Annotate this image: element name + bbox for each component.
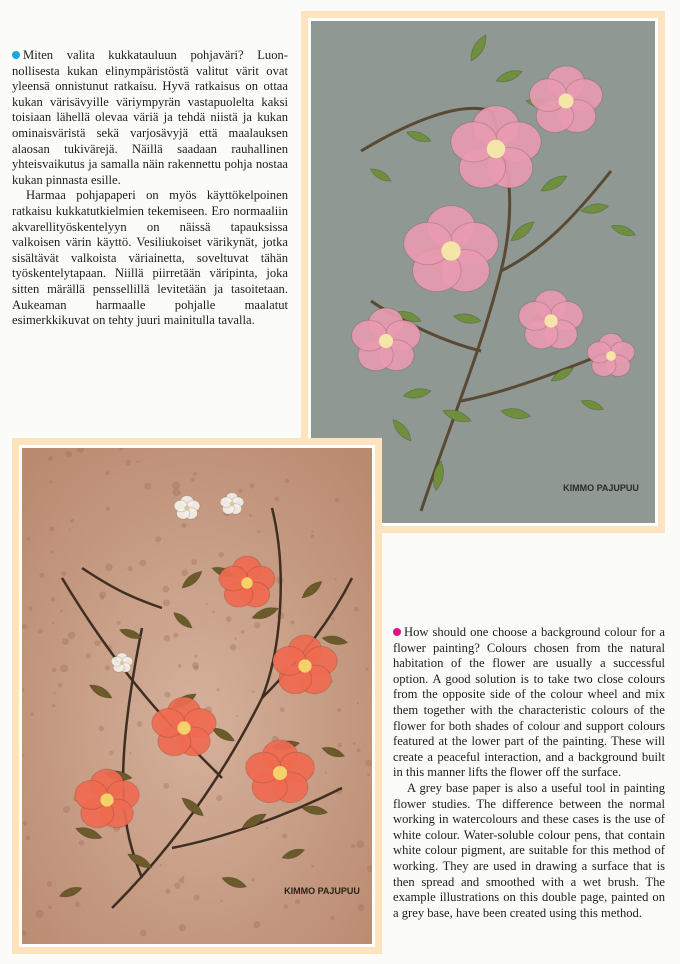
speck xyxy=(26,537,30,541)
speck xyxy=(280,707,285,712)
speck xyxy=(220,900,222,902)
speck xyxy=(66,451,72,457)
speck xyxy=(129,752,131,754)
speck xyxy=(28,606,32,610)
speck xyxy=(257,530,260,533)
speck xyxy=(49,480,52,483)
speck xyxy=(105,563,113,571)
speck xyxy=(285,479,289,483)
speck xyxy=(182,523,187,528)
speck xyxy=(179,878,185,884)
flower-center xyxy=(544,314,557,327)
speck xyxy=(193,472,197,476)
speck xyxy=(164,635,171,642)
speck xyxy=(193,665,198,670)
speck xyxy=(194,895,200,901)
flower-center xyxy=(241,577,252,588)
flower-center xyxy=(298,659,311,672)
brown-painting-mat xyxy=(19,445,375,947)
flower-center xyxy=(177,721,190,734)
speck xyxy=(137,721,142,726)
speck xyxy=(335,498,339,502)
flower-center xyxy=(184,505,189,510)
speck xyxy=(75,902,81,908)
english-paragraph-1-text: How should one choose a background colour for a flower painting? Colours chosen from the natural habitation of the flower are usually a successful option. A good solution is to take two close colours from the opposite side of the colour wheel and mix them together with the characteristic colours of the flower for both shades of colour and support colours featured at the lower part of the painting. These will create a peaceful interaction, and a background built in this manner lifts the flower off the surface. xyxy=(393,625,665,780)
speck xyxy=(159,864,162,867)
speck xyxy=(68,632,76,640)
speck xyxy=(253,921,260,928)
speck xyxy=(165,889,170,894)
finnish-text-column xyxy=(12,48,288,329)
grey-painting-signature: KIMMO PAJUPUU xyxy=(563,483,639,493)
speck xyxy=(86,653,91,658)
speck xyxy=(194,654,197,657)
speck xyxy=(105,665,110,670)
speck xyxy=(126,460,132,466)
finnish-paragraph-1-text: Miten valita kukkatauluun pohjaväri? Luonnollisesta kukan elinympäristöstä valitut värit ovat yleensä onnistunut ratkaisu. Hyvä ratkaisus on ottaa kukan värisävyille väriympyrän vastapuolelta kaksi toisiaan lähellä olevaa väriä ja tehdä niistä ja kukan ominaisväristä sekä varjosävyjä että maalauksen alaosan tukivärejä. Näillä saadaan rauhallinen yhteisvaikutus ja samalla näin rakennettu pohja nostaa kukan pinnasta esille. xyxy=(12,48,288,187)
speck xyxy=(357,748,361,752)
speck xyxy=(241,630,245,634)
speck xyxy=(356,840,364,848)
speck xyxy=(70,519,74,523)
speck xyxy=(51,597,56,602)
speck xyxy=(62,638,69,645)
speck xyxy=(325,772,327,774)
speck xyxy=(338,743,342,747)
speck xyxy=(206,603,208,605)
flower-center xyxy=(273,766,287,780)
brown-rose-painting-frame xyxy=(12,438,382,954)
speck xyxy=(365,667,368,670)
speck xyxy=(312,531,314,533)
speck xyxy=(128,566,133,571)
speck xyxy=(47,881,53,887)
speck xyxy=(99,640,101,642)
speck xyxy=(330,916,334,920)
english-paragraph-1 xyxy=(393,625,665,781)
brown-background xyxy=(22,448,372,944)
speck xyxy=(337,708,342,713)
speck xyxy=(49,526,54,531)
speck xyxy=(164,692,170,698)
speck xyxy=(274,497,279,502)
speck xyxy=(58,683,62,687)
speck xyxy=(63,806,70,813)
finnish-paragraph-2: Harmaa pohjapaperi on myös käyttökelpoinen ratkaisu kukkatutkielmien tekemiseen. Ero normaaliin akvarellityöskentelyyn on näissä tapauksissa valkoisen värin käyttö. Vesiliukoiset värikynät, jotka sisältävät valkoista väriainetta, soveltuvat tähän työskentelytapaan. Niillä piirretään väripinta, joka sitten märällä penssellillä levitetään ja tasoitetaan. Aukeaman harmaalle pohjalle maalatut esimerkkikuvat on tehty juuri mainitulla tavalla. xyxy=(12,188,288,328)
speck xyxy=(226,616,232,622)
speck xyxy=(105,471,109,475)
speck xyxy=(60,664,68,672)
speck xyxy=(234,637,237,640)
speck xyxy=(335,578,337,580)
speck xyxy=(311,534,315,538)
speck xyxy=(217,688,220,691)
speck xyxy=(36,910,44,918)
speck xyxy=(365,760,372,767)
speck xyxy=(354,607,359,612)
speck xyxy=(266,827,269,830)
speck xyxy=(290,620,294,624)
speck xyxy=(179,924,186,931)
speck xyxy=(238,489,242,493)
speck xyxy=(252,690,255,693)
speck xyxy=(284,904,289,909)
speck xyxy=(38,629,43,634)
speck xyxy=(174,883,180,889)
flower-center xyxy=(100,793,113,806)
blue-bullet-icon xyxy=(12,51,20,59)
speck xyxy=(216,795,222,801)
speck xyxy=(178,664,182,668)
flower-center xyxy=(559,94,574,109)
speck xyxy=(357,702,359,704)
brown-painting-signature: KIMMO PAJUPUU xyxy=(284,886,360,896)
speck xyxy=(100,595,104,599)
speck xyxy=(249,514,252,517)
speck xyxy=(106,507,110,511)
flower-center xyxy=(487,140,505,158)
brown-painting-canvas xyxy=(22,448,372,944)
speck xyxy=(172,488,180,496)
flower-center xyxy=(606,351,616,361)
speck xyxy=(282,834,287,839)
speck xyxy=(109,751,114,756)
flower-center xyxy=(230,502,235,507)
speck xyxy=(172,482,180,490)
speck xyxy=(219,552,225,558)
flower-center xyxy=(379,334,393,348)
speck xyxy=(140,560,146,566)
pink-bullet-icon xyxy=(393,628,401,636)
speck xyxy=(79,840,84,845)
speck xyxy=(163,783,169,789)
english-text-column xyxy=(393,625,665,921)
speck xyxy=(173,632,178,637)
speck xyxy=(163,599,170,606)
speck xyxy=(60,609,63,612)
speck xyxy=(144,483,151,490)
speck xyxy=(30,712,34,716)
speck xyxy=(140,929,147,936)
flower-center xyxy=(120,661,124,665)
speck xyxy=(52,622,54,624)
speck xyxy=(191,559,197,565)
speck xyxy=(52,704,55,707)
speck xyxy=(137,460,139,462)
speck xyxy=(155,536,161,542)
finnish-paragraph-1 xyxy=(12,48,288,188)
speck xyxy=(254,622,260,628)
speck xyxy=(182,876,185,879)
speck xyxy=(117,621,121,625)
speck xyxy=(48,906,51,909)
speck xyxy=(230,644,237,651)
english-paragraph-2: A grey base paper is also a useful tool in painting flower studies. The difference between the normal working in watercolours and these cases is the use of white colour. Water-soluble colour pens, that contain white colour pigment, are suitable for this method of working. They are used in drawing a surface that is then spread and smoothed with a wet brush. The example illustrations on this double page, painted on a grey base, have been created using this method. xyxy=(393,780,665,920)
speck xyxy=(311,865,314,868)
speck xyxy=(181,569,188,576)
speck xyxy=(51,551,54,554)
speck xyxy=(39,573,44,578)
speck xyxy=(53,692,55,694)
speck xyxy=(353,742,356,745)
speck xyxy=(236,715,238,717)
speck xyxy=(251,878,254,881)
speck xyxy=(191,478,195,482)
speck xyxy=(351,844,355,848)
speck xyxy=(61,571,66,576)
speck xyxy=(26,836,31,841)
speck xyxy=(331,617,334,620)
speck xyxy=(295,899,300,904)
brown-rose-painting xyxy=(22,448,372,944)
speck xyxy=(250,483,255,488)
speck xyxy=(367,773,370,776)
flower-center xyxy=(441,241,460,260)
speck xyxy=(357,904,364,911)
speck xyxy=(52,668,56,672)
speck xyxy=(22,754,25,757)
speck xyxy=(69,529,71,531)
speck xyxy=(23,821,28,826)
speck xyxy=(212,610,215,613)
speck xyxy=(48,456,53,461)
speck xyxy=(99,726,105,732)
speck xyxy=(162,586,169,593)
